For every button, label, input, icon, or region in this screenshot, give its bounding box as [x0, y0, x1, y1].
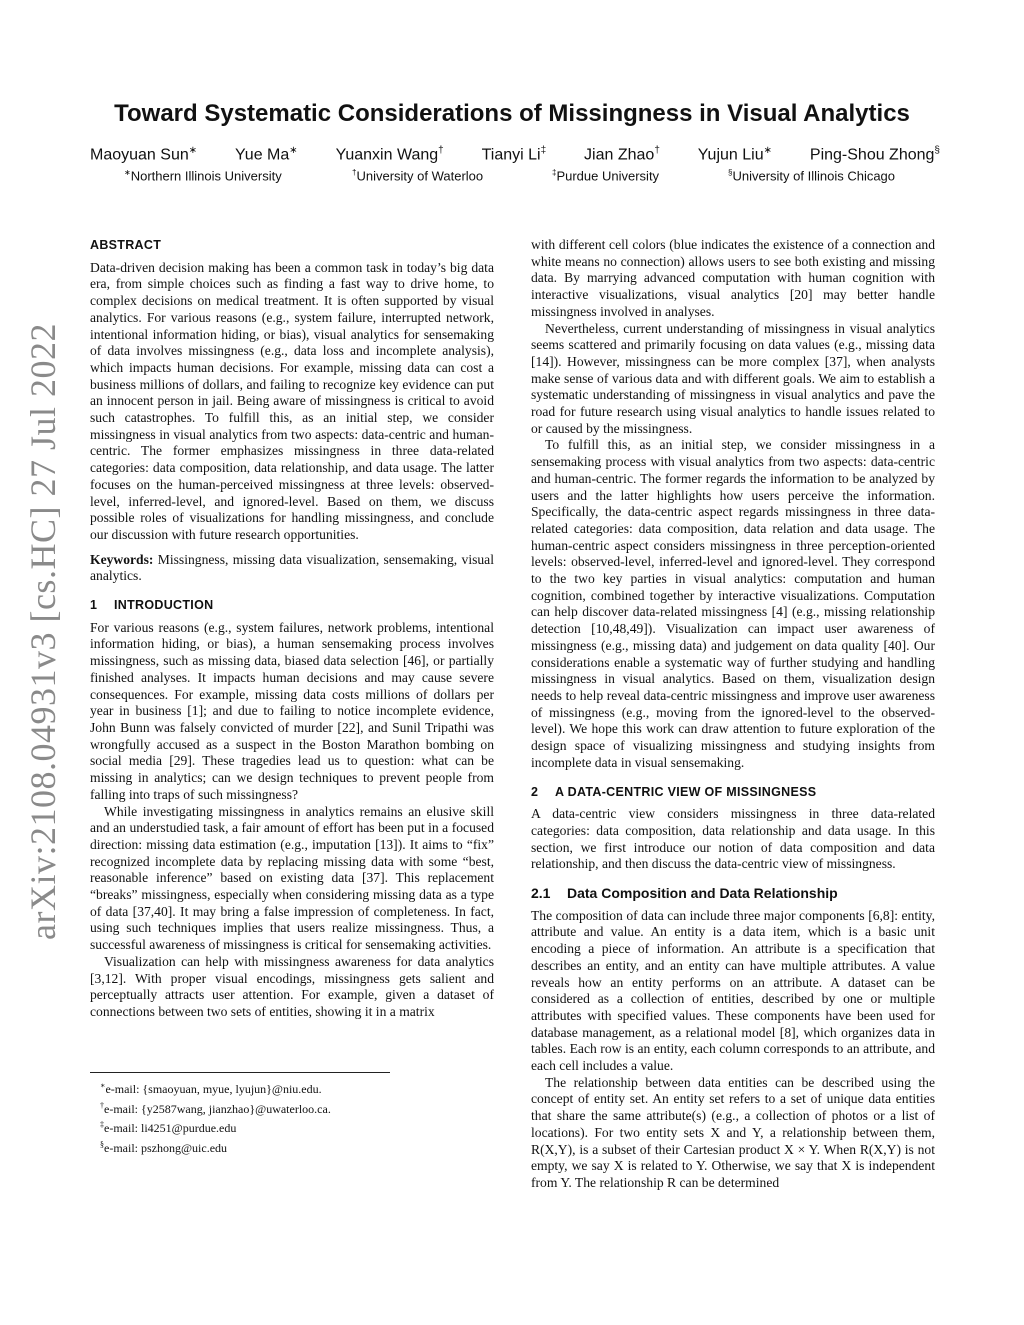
paper-title: Toward Systematic Considerations of Missingness in Visual Analytics	[114, 100, 910, 127]
affiliation: §University of Illinois Chicago	[728, 168, 896, 184]
footnote: §e-mail: pszhong@uic.edu	[100, 1139, 228, 1155]
left-column	[90, 237, 494, 1021]
intro-paragraph-1: For various reasons (e.g., system failures, network problems, intentional information hiding, or bias), a human sensemaking process involves missingness, such as missing data, biased data selection [46], or partially finished analyses. It impacts human decisions and may cause severe consequences. For example, missing data costs millions of dollars per year in business [1]; and due to failing to notice incomplete evidence, John Bunn was falsely convicted of murder [22], and Sunil Tripathi was wrongfully accused as a suspect in the Boston Marathon bombing on social media [29]. These tragedies lead us to question: what can be missing in analytics; can we design techniques to prevent people from falling into traps of such missingness?	[90, 619, 494, 802]
keywords: Keywords: Missingness, missing data visualization, sensemaking, visual analytics.	[90, 551, 494, 584]
affiliation: ‡Purdue University	[552, 168, 660, 184]
intro-paragraph-2: While investigating missingness in analytics remains an elusive skill and an understudied task, a fair amount of effort has been put in a focused direction: missing data estimation (e.g., imputation [13]). It aims to “fix” recognized incomplete data by replacing missing data with some “best, reasonable inference” based on existing data [37]. This replacement “breaks” missingness, especially when considering missing data as a type of data [37,40]. It may bring a false impression of completeness. In fact, using such techniques implies that users realize missingness. Thus, a successful awareness of missingness is critical for sensemaking activities.	[90, 803, 494, 953]
section-heading-data-centric: 2 A DATA-CENTRIC VIEW OF MISSINGNESS	[531, 784, 817, 799]
intro-paragraph-3-continued: with different cell colors (blue indicates the existence of a connection and white means no connection) allows users to see both existing and missing data. By marrying advanced computation with human cognition with interactive visualizations, visual analytics [20] may better handle missingness involved in analyses.	[531, 237, 935, 319]
arxiv-stamp-text: arXiv:2108.04931v3 [cs.HC] 27 Jul 2022	[23, 323, 63, 940]
author: Yue Ma∗	[235, 145, 298, 164]
section-heading-introduction: 1 INTRODUCTION	[90, 598, 214, 613]
abstract-heading: ABSTRACT	[90, 238, 162, 252]
author: Maoyuan Sun∗	[90, 145, 198, 164]
affiliation: †University of Waterloo	[352, 168, 484, 184]
abstract-body: Data-driven decision making has been a common task in today’s big data era, from simple choices such as finding a fast way to drive home, to complex decisions on medical treatment. It is often supported by visual analytics. For various reasons (e.g., system failure, interrupted network, intentional information hiding, or bias), visual analytics for sensemaking of data involves missingness (e.g., data loss and incomplete analysis), which impacts human decisions. For example, missing data can cost a business millions of dollars, and failing to recognize key evidence can put an innocent person in jail. Being aware of missingness is critical to avoid such catastrophes. To fulfill this, as an initial step, we consider missingness in visual analytics from two aspects: data-centric and human-centric. The former emphasizes missingness in three data-related categories: data composition, data relationship, and data usage. The latter focuses on the human-perceived missingness at three levels: observed-level, inferred-level, and ignored-level. Based on them, we discuss possible roles of visualizations for handling missingness, and conclude our discussion with future research opportunities.	[90, 259, 494, 542]
footnote-rule	[90, 1072, 390, 1073]
author: Yuanxin Wang†	[335, 145, 444, 164]
section2-paragraph-2: The composition of data can include three major components [6,8]: entity, attribute and value. An entity is a data item, which is a basic unit encoding a piece of information. An attribute is a specification that describes an entity, and an entity can have multiple attributes. A value reveals how an entity performs on an attribute. A dataset can be considered as a collection of entities, described by one or multiple attributes with specified values. These components have been used for database management, as a relational model [8], which organizes data in tables. Each row is an entity, each column corresponds to an attribute, and each cell includes a value.	[531, 907, 935, 1074]
author: Jian Zhao†	[584, 145, 660, 164]
footnote: ‡e-mail: li4251@purdue.edu	[100, 1120, 237, 1135]
author-list	[90, 145, 940, 164]
author: Yujun Liu∗	[697, 145, 772, 164]
author: Ping-Shou Zhong§	[809, 145, 940, 164]
section2-paragraph-3: The relationship between data entities can be described using the concept of entity set. An entity set refers to a set of unique data entities that share the same attribute(s) (e.g., a collection of photos or a list of locations). For two entity sets X and Y, a relationship between them, R(X,Y), is a subset of their Cartesian product X × Y. When R(X,Y) is not empty, we say X is related to Y. Otherwise, we say that X is independent from Y. The relationship R can be determined	[531, 1074, 935, 1190]
intro-paragraph-3: Visualization can help with missingness awareness for data analytics [3,12]. With proper visual encodings, missingness gets salient and perceptually attracts user attention. For example, given a dataset of connections between two sets of entities, showing it in a matrix	[90, 953, 494, 1019]
intro-paragraph-4: Nevertheless, current understanding of missingness in visual analytics seems scattered and primarily focusing on data values (e.g., missing data [14]). However, missingness can be more complex [37], when analysts make sense of various data and with different goals. We aim to establish a systematic understanding of missingness in visual analytics and pave the road for future research using visual analytics to handle issues related to or caused by the missingness.	[531, 320, 935, 436]
section2-paragraph-1: A data-centric view considers missingness in three data-related categories: data composition, data relationship and data usage. In this section, we first introduce our notion of data composition and data relationship, and then discuss the data-centric view of missingness.	[531, 806, 935, 872]
footnotes	[100, 1078, 331, 1156]
right-column	[531, 237, 935, 1192]
intro-paragraph-5: To fulfill this, as an initial step, we consider missingness in a sensemaking process with visual analytics from two aspects: data-centric and human-centric. The former regards the information to be analyzed by users and the latter highlights how users perceive the information. Specifically, the data-centric aspect regards missingness in three data-related categories: data composition, data relation and data usage. The human-centric aspect considers missingness in three perception-oriented levels: observed-level, inferred-level and ignored-level. They correspond to the two key parties in visual analytics: computation and human cognition, combined together by interactive visualizations. Computation can help discover data-related missingness [4] (e.g., missing relationship detection [10,48,49]). Visualization can impact user awareness of missingness (e.g., missing data) and judgement on data quality [40]. Our considerations enable a systematic way of further studying and handling missingness in visual analytics. Based on them, visualization design needs to help reveal data-centric missingness and improve user awareness of missingness (e.g., moving from the ignored-level to the observed-level). We hope this work can draw attention to future exploration of the design space of visualizing missingness and studying insights from incomplete data in visual sensemaking.	[531, 437, 935, 770]
footnote: ∗e-mail: {smaoyuan, myue, lyujun}@niu.edu.	[100, 1081, 322, 1096]
subsection-heading: 2.1 Data Composition and Data Relationship	[531, 885, 838, 902]
affiliation: ∗Northern Illinois University	[124, 168, 282, 184]
author: Tianyi Li‡	[481, 145, 547, 164]
footnote: †e-mail: {y2587wang, jianzhao}@uwaterloo.ca.	[100, 1100, 331, 1116]
